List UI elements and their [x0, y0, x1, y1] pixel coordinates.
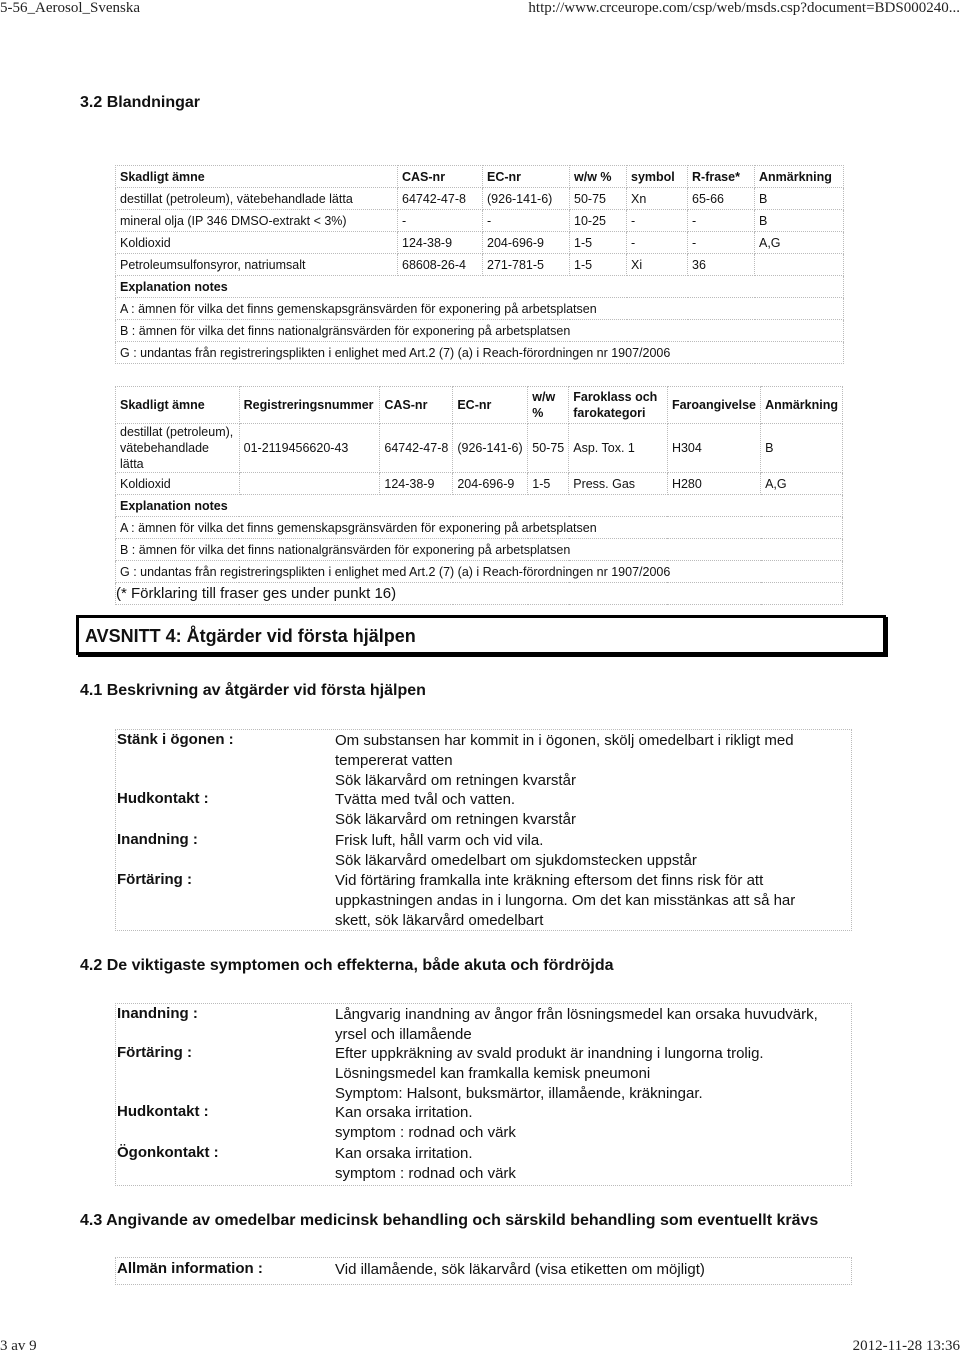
col-header: Skadligt ämne	[116, 387, 240, 424]
r-phrase-footnote: (* Förklaring till fraser ges under punkt 16)	[116, 583, 843, 605]
table-cell: B	[755, 210, 844, 232]
text-line: Sök läkarvård omedelbart om sjukdomstecken uppstår	[335, 852, 697, 869]
table-row	[116, 232, 844, 254]
col-header: Faroklass och farokategori	[569, 387, 668, 424]
table-cell: 271-781-5	[483, 254, 570, 276]
table-cell: Asp. Tox. 1	[569, 424, 668, 473]
table-cell: Press. Gas	[569, 473, 668, 495]
col-header: Skadligt ämne	[116, 166, 398, 188]
table-cell: 65-66	[688, 188, 755, 210]
table-cell: (926-141-6)	[483, 188, 570, 210]
table-cell: 01-2119456620-43	[239, 424, 380, 473]
text-line: symptom : rodnad och värk	[335, 1165, 516, 1182]
text-line: yrsel och illamående	[335, 1026, 472, 1043]
item-text	[335, 1260, 835, 1280]
text-line: skett, sök läkarvård omedelbart	[335, 912, 544, 929]
text-line: Långvarig inandning av ångor från lösningsmedel kan orsaka huvudvärk,	[335, 1006, 818, 1023]
table-row	[116, 473, 843, 495]
explanation-notes-title: Explanation notes	[116, 495, 843, 517]
table-cell: 64742-47-8	[380, 424, 453, 473]
table-row	[116, 188, 844, 210]
col-header: Registreringsnummer	[239, 387, 380, 424]
item-label: Hudkontakt :	[117, 1103, 209, 1120]
text-line: tempererat vatten	[335, 752, 453, 769]
section-4-title: AVSNITT 4: Åtgärder vid första hjälpen	[85, 626, 416, 646]
table-cell: -	[688, 232, 755, 254]
item-label: Inandning :	[117, 1005, 198, 1022]
col-header: Faroangivelse	[667, 387, 760, 424]
table-cell: -	[627, 210, 688, 232]
section-4-banner	[76, 615, 886, 655]
section-4-3-title: 4.3 Angivande av omedelbar medicinsk behandling och särskild behandling som eventuellt krävs	[80, 1212, 819, 1229]
table-cell	[239, 473, 380, 495]
table-cell: Koldioxid	[116, 473, 240, 495]
text-line: Kan orsaka irritation.	[335, 1145, 473, 1162]
item-label: Förtäring :	[117, 1044, 192, 1061]
item-text	[335, 790, 835, 830]
text-line: Tvätta med tvål och vatten.	[335, 791, 516, 808]
table-cell: 204-696-9	[453, 473, 528, 495]
text-line: Om substansen har kommit in i ögonen, skölj omedelbart i rikligt med	[335, 732, 794, 749]
mixture-table-2	[115, 386, 843, 605]
table-cell: Koldioxid	[116, 232, 398, 254]
item-label: Allmän information :	[117, 1260, 263, 1277]
note-b: B : ämnen för vilka det finns nationalgränsvärden för exponering på arbetsplatsen	[116, 539, 843, 561]
col-header: Anmärkning	[755, 166, 844, 188]
note-g: G : undantas från registreringsplikten i enlighet med Art.2 (7) (a) i Reach-förordningen nr 1907/2006	[116, 342, 844, 364]
col-header: w/w %	[570, 166, 627, 188]
mixture-table-1	[115, 165, 844, 364]
col-header: EC-nr	[453, 387, 528, 424]
col-header: CAS-nr	[380, 387, 453, 424]
section-3-2-title: 3.2 Blandningar	[80, 94, 201, 111]
document-url: http://www.crceurope.com/csp/web/msds.csp?document=BDS000240...	[528, 0, 960, 16]
section-4-2-title: 4.2 De viktigaste symptomen och effekterna, både akuta och fördröjda	[80, 957, 614, 974]
table-cell	[755, 254, 844, 276]
item-text	[335, 1144, 835, 1184]
table-cell: destillat (petroleum), vätebehandlade lätta	[116, 424, 240, 473]
col-header: w/w %	[528, 387, 569, 424]
text-line: Sök läkarvård om retningen kvarstår	[335, 772, 576, 789]
item-text	[335, 731, 835, 791]
table-header-row	[116, 166, 844, 188]
table-cell: 124-38-9	[380, 473, 453, 495]
col-header: CAS-nr	[398, 166, 483, 188]
col-header: EC-nr	[483, 166, 570, 188]
table-cell: 1-5	[570, 254, 627, 276]
item-text	[335, 1005, 835, 1045]
text-line: symptom : rodnad och värk	[335, 1124, 516, 1141]
table-cell: -	[483, 210, 570, 232]
text-line: Vid illamående, sök läkarvård (visa etiketten om möjligt)	[335, 1261, 705, 1278]
col-header: symbol	[627, 166, 688, 188]
print-datetime: 2012-11-28 13:36	[852, 1338, 960, 1354]
table-cell: H304	[667, 424, 760, 473]
table-cell: 204-696-9	[483, 232, 570, 254]
table-cell: Petroleumsulfonsyror, natriumsalt	[116, 254, 398, 276]
col-header: Anmärkning	[761, 387, 843, 424]
text-line: Kan orsaka irritation.	[335, 1104, 473, 1121]
table-header-row	[116, 387, 843, 424]
table-cell: A,G	[755, 232, 844, 254]
item-text	[335, 1103, 835, 1143]
text-line: Lösningsmedel kan framkalla kemisk pneumoni	[335, 1065, 651, 1082]
table-cell: 1-5	[528, 473, 569, 495]
text-line: Vid förtäring framkalla inte kräkning eftersom det finns risk för att	[335, 872, 764, 889]
note-g: G : undantas från registreringsplikten i enlighet med Art.2 (7) (a) i Reach-förordningen nr 1907/2006	[116, 561, 843, 583]
text-line: Symptom: Halsont, buksmärtor, illamående, kräkningar.	[335, 1085, 703, 1102]
section-4-1-title: 4.1 Beskrivning av åtgärder vid första hjälpen	[80, 682, 426, 699]
item-label: Inandning :	[117, 831, 198, 848]
table-cell: 64742-47-8	[398, 188, 483, 210]
document-name: 5-56_Aerosol_Svenska	[0, 0, 140, 16]
table-row	[116, 210, 844, 232]
table-cell: Xn	[627, 188, 688, 210]
table-cell: A,G	[761, 473, 843, 495]
item-label: Ögonkontakt :	[117, 1144, 219, 1161]
table-cell: -	[688, 210, 755, 232]
note-b: B : ämnen för vilka det finns nationalgränsvärden för exponering på arbetsplatsen	[116, 320, 844, 342]
table-cell: 50-75	[570, 188, 627, 210]
table-cell: 68608-26-4	[398, 254, 483, 276]
item-text	[335, 871, 835, 931]
text-line: Efter uppkräkning av svald produkt är inandning i lungorna trolig.	[335, 1045, 764, 1062]
item-text	[335, 1044, 835, 1104]
text-line: Frisk luft, håll varm och vid vila.	[335, 832, 544, 849]
note-a: A : ämnen för vilka det finns gemenskapsgränsvärden för exponering på arbetsplatsen	[116, 298, 844, 320]
table-cell: mineral olja (IP 346 DMSO-extrakt < 3%)	[116, 210, 398, 232]
page-number: 3 av 9	[0, 1338, 37, 1354]
table-cell: 124-38-9	[398, 232, 483, 254]
item-label: Förtäring :	[117, 871, 192, 888]
table-cell: -	[398, 210, 483, 232]
table-cell: -	[627, 232, 688, 254]
item-label: Stänk i ögonen :	[117, 731, 234, 748]
table-cell: 10-25	[570, 210, 627, 232]
item-text	[335, 831, 835, 871]
explanation-notes-title: Explanation notes	[116, 276, 844, 298]
table-cell: B	[761, 424, 843, 473]
table-cell: destillat (petroleum), vätebehandlade lätta	[116, 188, 398, 210]
item-label: Hudkontakt :	[117, 790, 209, 807]
table-row	[116, 254, 844, 276]
table-cell: 1-5	[570, 232, 627, 254]
table-cell: 50-75	[528, 424, 569, 473]
table-row	[116, 424, 843, 473]
note-a: A : ämnen för vilka det finns gemenskapsgränsvärden för exponering på arbetsplatsen	[116, 517, 843, 539]
text-line: uppkastningen andas in i lungorna. Om det kan misstänkas att så har	[335, 892, 796, 909]
col-header: R-frase*	[688, 166, 755, 188]
notes-title-row	[116, 276, 844, 298]
table-cell: H280	[667, 473, 760, 495]
table-cell: (926-141-6)	[453, 424, 528, 473]
table-cell: B	[755, 188, 844, 210]
table-cell: 36	[688, 254, 755, 276]
table-cell: Xi	[627, 254, 688, 276]
text-line: Sök läkarvård om retningen kvarstår	[335, 811, 576, 828]
